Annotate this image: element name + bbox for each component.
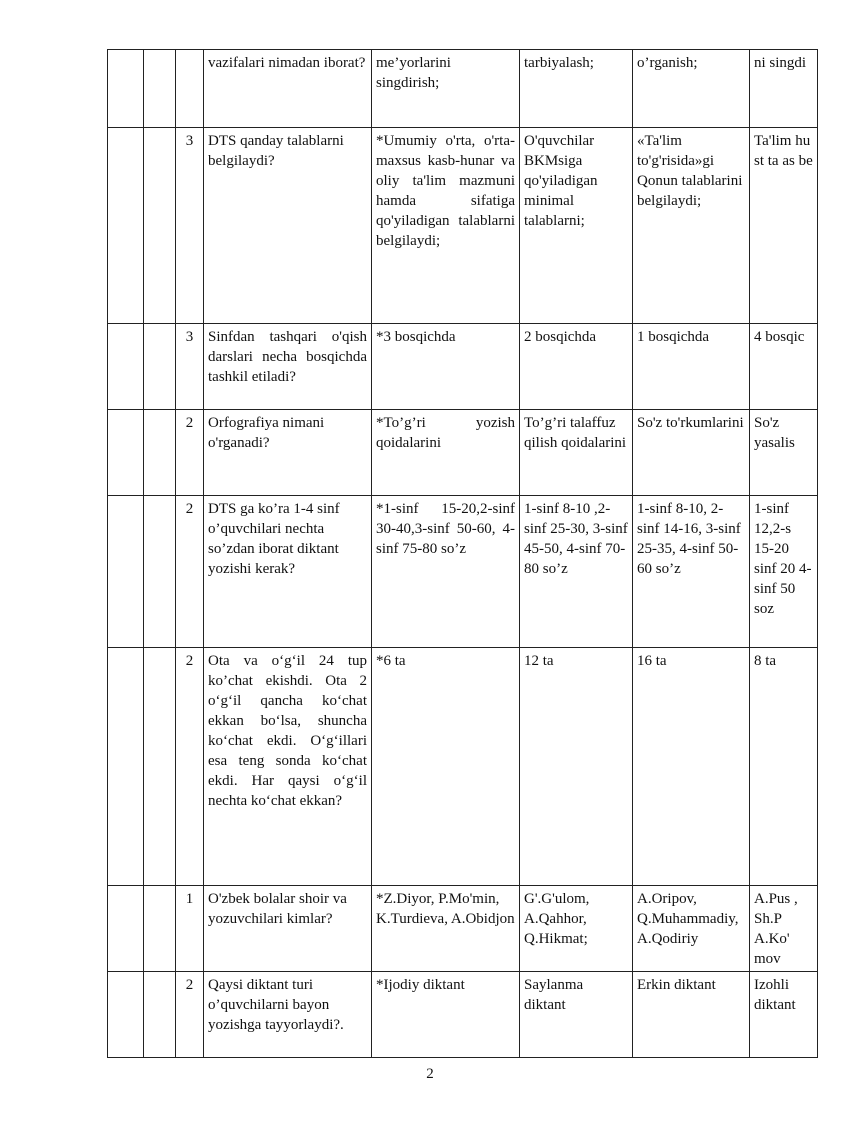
blank-cell bbox=[144, 648, 176, 886]
option-d: Ta'lim hu st ta as be bbox=[750, 128, 818, 324]
blank-cell bbox=[108, 972, 144, 1058]
question-cell: O'zbek bolalar shoir va yozuvchilari kimlar? bbox=[204, 886, 372, 972]
option-b: 12 ta bbox=[520, 648, 633, 886]
option-b: G'.G'ulom, A.Qahhor, Q.Hikmat; bbox=[520, 886, 633, 972]
option-correct: *Z.Diyor, P.Mo'min, K.Turdieva, A.Obidjon bbox=[372, 886, 520, 972]
question-cell: vazifalari nimadan iborat? bbox=[204, 50, 372, 128]
blank-cell bbox=[108, 886, 144, 972]
option-c: So'z to'rkumlarini bbox=[633, 410, 750, 496]
quiz-table bbox=[107, 49, 818, 1058]
option-b: tarbiyalash; bbox=[520, 50, 633, 128]
option-b: Saylanma diktant bbox=[520, 972, 633, 1058]
blank-cell bbox=[108, 648, 144, 886]
page-number: 2 bbox=[426, 1066, 434, 1082]
row-number bbox=[176, 50, 204, 128]
blank-cell bbox=[144, 50, 176, 128]
question-cell: Orfografiya nimani o'rganadi? bbox=[204, 410, 372, 496]
table-row bbox=[108, 886, 818, 972]
option-d: 4 bosqic bbox=[750, 324, 818, 410]
option-d: ni singdi bbox=[750, 50, 818, 128]
blank-cell bbox=[144, 972, 176, 1058]
row-number: 2 bbox=[176, 496, 204, 648]
row-number: 3 bbox=[176, 128, 204, 324]
question-cell: DTS qanday talablarni belgilaydi? bbox=[204, 128, 372, 324]
question-cell: Qaysi diktant turi o’quvchilarni bayon yozishga tayyorlaydi?. bbox=[204, 972, 372, 1058]
option-correct: *To’g’ri yozish qoidalarini bbox=[372, 410, 520, 496]
option-b: 1-sinf 8-10 ,2-sinf 25-30, 3-sinf 45-50, 4-sinf 70-80 so’z bbox=[520, 496, 633, 648]
blank-cell bbox=[108, 50, 144, 128]
blank-cell bbox=[144, 886, 176, 972]
option-correct: *Ijodiy diktant bbox=[372, 972, 520, 1058]
option-d: 8 ta bbox=[750, 648, 818, 886]
blank-cell bbox=[108, 410, 144, 496]
option-c: 1-sinf 8-10, 2-sinf 14-16, 3-sinf 25-35, 4-sinf 50-60 so’z bbox=[633, 496, 750, 648]
table-row bbox=[108, 324, 818, 410]
option-correct: *1-sinf 15-20,2-sinf 30-40,3-sinf 50-60, 4-sinf 75-80 so’z bbox=[372, 496, 520, 648]
option-d: A.Pus , Sh.P A.Ko' mov bbox=[750, 886, 818, 972]
blank-cell bbox=[108, 324, 144, 410]
blank-cell bbox=[108, 496, 144, 648]
option-correct: me’yorlarini singdirish; bbox=[372, 50, 520, 128]
table-row bbox=[108, 410, 818, 496]
blank-cell bbox=[108, 128, 144, 324]
option-b: 2 bosqichda bbox=[520, 324, 633, 410]
table-row bbox=[108, 648, 818, 886]
row-number: 2 bbox=[176, 972, 204, 1058]
option-c: A.Oripov, Q.Muhammadiy, A.Qodiriy bbox=[633, 886, 750, 972]
option-d: So'z yasalis bbox=[750, 410, 818, 496]
blank-cell bbox=[144, 324, 176, 410]
option-c: 1 bosqichda bbox=[633, 324, 750, 410]
row-number: 2 bbox=[176, 648, 204, 886]
option-c: «Ta'lim to'g'risida»gi Qonun talablarini belgilaydi; bbox=[633, 128, 750, 324]
option-d: 1-sinf 12,2-s 15-20 sinf 20 4-sinf 50 soz bbox=[750, 496, 818, 648]
question-cell: Ota va o‘g‘il 24 tup ko’chat ekishdi. Ota 2 o‘g‘il qancha ko‘chat ekkan bo‘lsa, shuncha ko‘chat ekdi. O‘g‘illari esa teng sonda ko‘chat ekdi. Har qaysi o‘g‘il nechta ko‘chat ekkan? bbox=[204, 648, 372, 886]
option-correct: *Umumiy o'rta, o'rta-maxsus kasb-hunar va oliy ta'lim mazmuni hamda sifatiga qo'yiladigan talablarni belgilaydi; bbox=[372, 128, 520, 324]
table-row bbox=[108, 496, 818, 648]
option-d: Izohli diktant bbox=[750, 972, 818, 1058]
question-cell: DTS ga ko’ra 1-4 sinf o’quvchilari nechta so’zdan iborat diktant yozishi kerak? bbox=[204, 496, 372, 648]
row-number: 3 bbox=[176, 324, 204, 410]
blank-cell bbox=[144, 410, 176, 496]
table-row bbox=[108, 50, 818, 128]
option-c: Erkin diktant bbox=[633, 972, 750, 1058]
table-row bbox=[108, 128, 818, 324]
option-c: 16 ta bbox=[633, 648, 750, 886]
table-row bbox=[108, 972, 818, 1058]
blank-cell bbox=[144, 128, 176, 324]
row-number: 1 bbox=[176, 886, 204, 972]
option-correct: *3 bosqichda bbox=[372, 324, 520, 410]
option-correct: *6 ta bbox=[372, 648, 520, 886]
option-b: To’g’ri talaffuz qilish qoidalarini bbox=[520, 410, 633, 496]
question-cell: Sinfdan tashqari o'qish darslari necha bosqichda tashkil etiladi? bbox=[204, 324, 372, 410]
option-c: o’rganish; bbox=[633, 50, 750, 128]
blank-cell bbox=[144, 496, 176, 648]
row-number: 2 bbox=[176, 410, 204, 496]
option-b: O'quvchilar BKMsiga qo'yiladigan minimal talablarni; bbox=[520, 128, 633, 324]
